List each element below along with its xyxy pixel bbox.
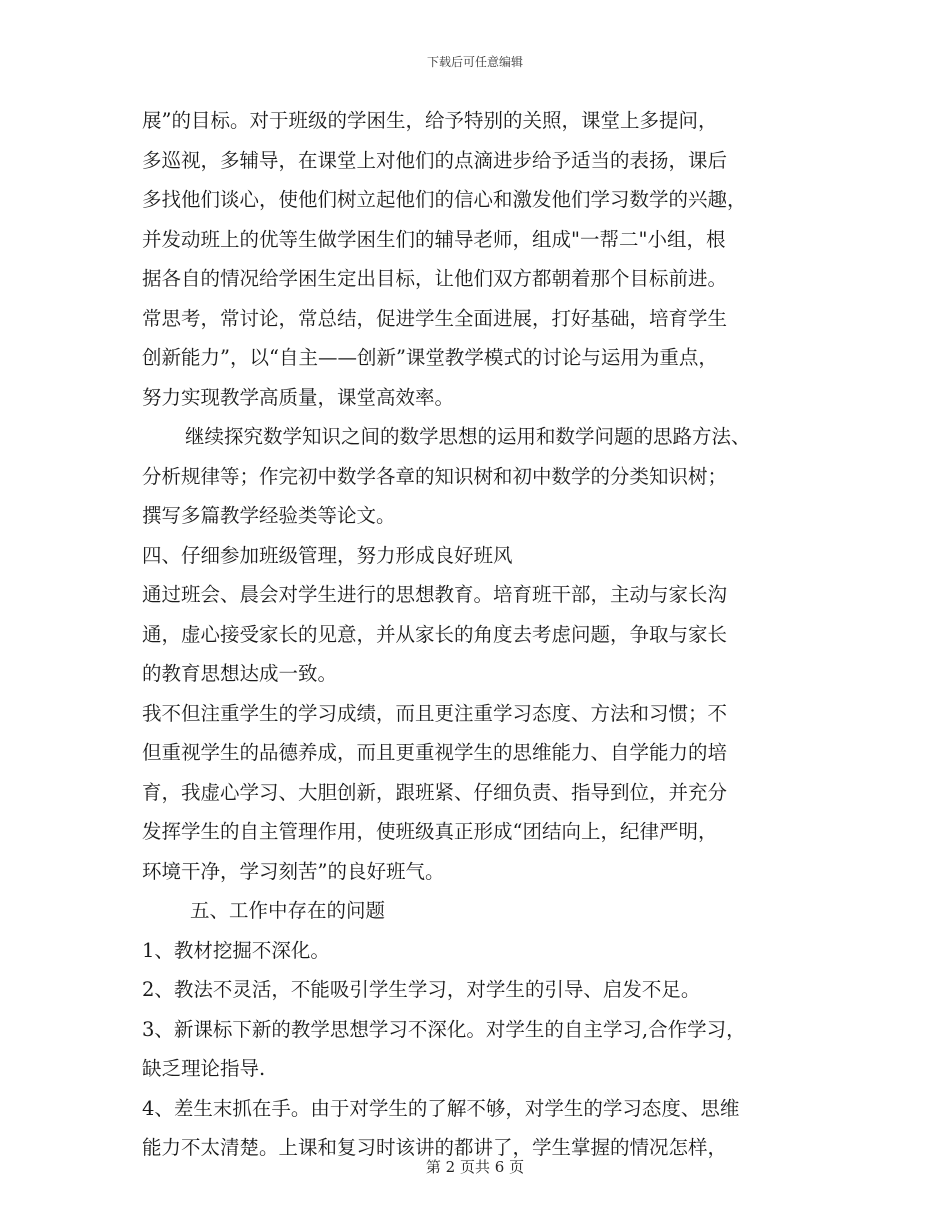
text-line: 通，虚心接受家长的见意，并从家长的角度去考虑问题，争取与家长 <box>142 622 728 646</box>
page-footer: 第 2 页共 6 页 <box>425 1158 525 1176</box>
text-line: 多找他们谈心，使他们树立起他们的信心和激发他们学习数学的兴趣， <box>142 188 747 211</box>
text-line: 我不但注重学生的学习成绩，而且更注重学习态度、方法和习惯；不 <box>142 701 728 725</box>
text-line: 并发动班上的优等生做学困生们的辅导老师，组成"一帮二"小组，根 <box>142 227 726 251</box>
text-line: 能力不太清楚。上课和复习时该讲的都讲了，学生掌握的情况怎样， <box>142 1136 728 1159</box>
text-line: 努力实现教学高质量，课堂高效率。 <box>142 385 455 409</box>
list-item: 3、新课标下新的教学思想学习不深化。对学生的自主学习,合作学习， <box>142 1017 746 1041</box>
text-line: 但重视学生的品德养成，而且更重视学生的思维能力、自学能力的培 <box>142 741 728 764</box>
text-line: 继续探究数学知识之间的数学思想的运用和数学问题的思路方法、 <box>185 425 751 448</box>
text-line: 环境干净，学习刻苦”的良好班气。 <box>142 859 445 883</box>
text-line: 多巡视，多辅导，在课堂上对他们的点滴进步给予适当的表扬，课后 <box>142 148 728 172</box>
list-item: 1、教材挖掘不深化。 <box>142 938 330 962</box>
page-header: 下载后可任意编辑 <box>426 55 523 69</box>
text-line: 展”的目标。对于班级的学困生，给予特别的关照，课堂上多提问， <box>142 109 718 132</box>
text-line: 缺乏理论指导. <box>142 1057 266 1080</box>
text-line: 育，我虚心学习、大胆创新，跟班紧、仔细负责、指导到位，并充分 <box>142 780 728 804</box>
text-line: 发挥学生的自主管理作用，使班级真正形成“团结向上，纪律严明， <box>142 820 718 843</box>
document-body <box>142 101 832 1168</box>
text-line: 通过班会、晨会对学生进行的思想教育。培育班干部，主动与家长沟 <box>142 583 728 606</box>
text-line: 创新能力”，以“自主——创新”课堂教学模式的讨论与运用为重点， <box>142 346 718 369</box>
text-line: 分析规律等；作完初中数学各章的知识树和初中数学的分类知识树； <box>142 464 728 488</box>
section-heading: 五、工作中存在的问题 <box>190 899 386 922</box>
text-line: 撰写多篇教学经验类等论文。 <box>142 504 396 527</box>
text-line: 的教育思想达成一致。 <box>142 662 338 685</box>
list-item: 4、差生末抓在手。由于对学生的了解不够，对学生的学习态度、思维 <box>142 1096 740 1120</box>
text-line: 据各自的情况给学困生定出目标，让他们双方都朝着那个目标前进。 <box>142 267 728 290</box>
list-item: 2、教法不灵活，不能吸引学生学习，对学生的引导、启发不足。 <box>142 978 701 1001</box>
section-heading: 四、仔细参加班级管理，努力形成良好班风 <box>142 543 513 567</box>
text-line: 常思考，常讨论，常总结，促进学生全面进展，打好基础，培育学生 <box>142 306 728 330</box>
